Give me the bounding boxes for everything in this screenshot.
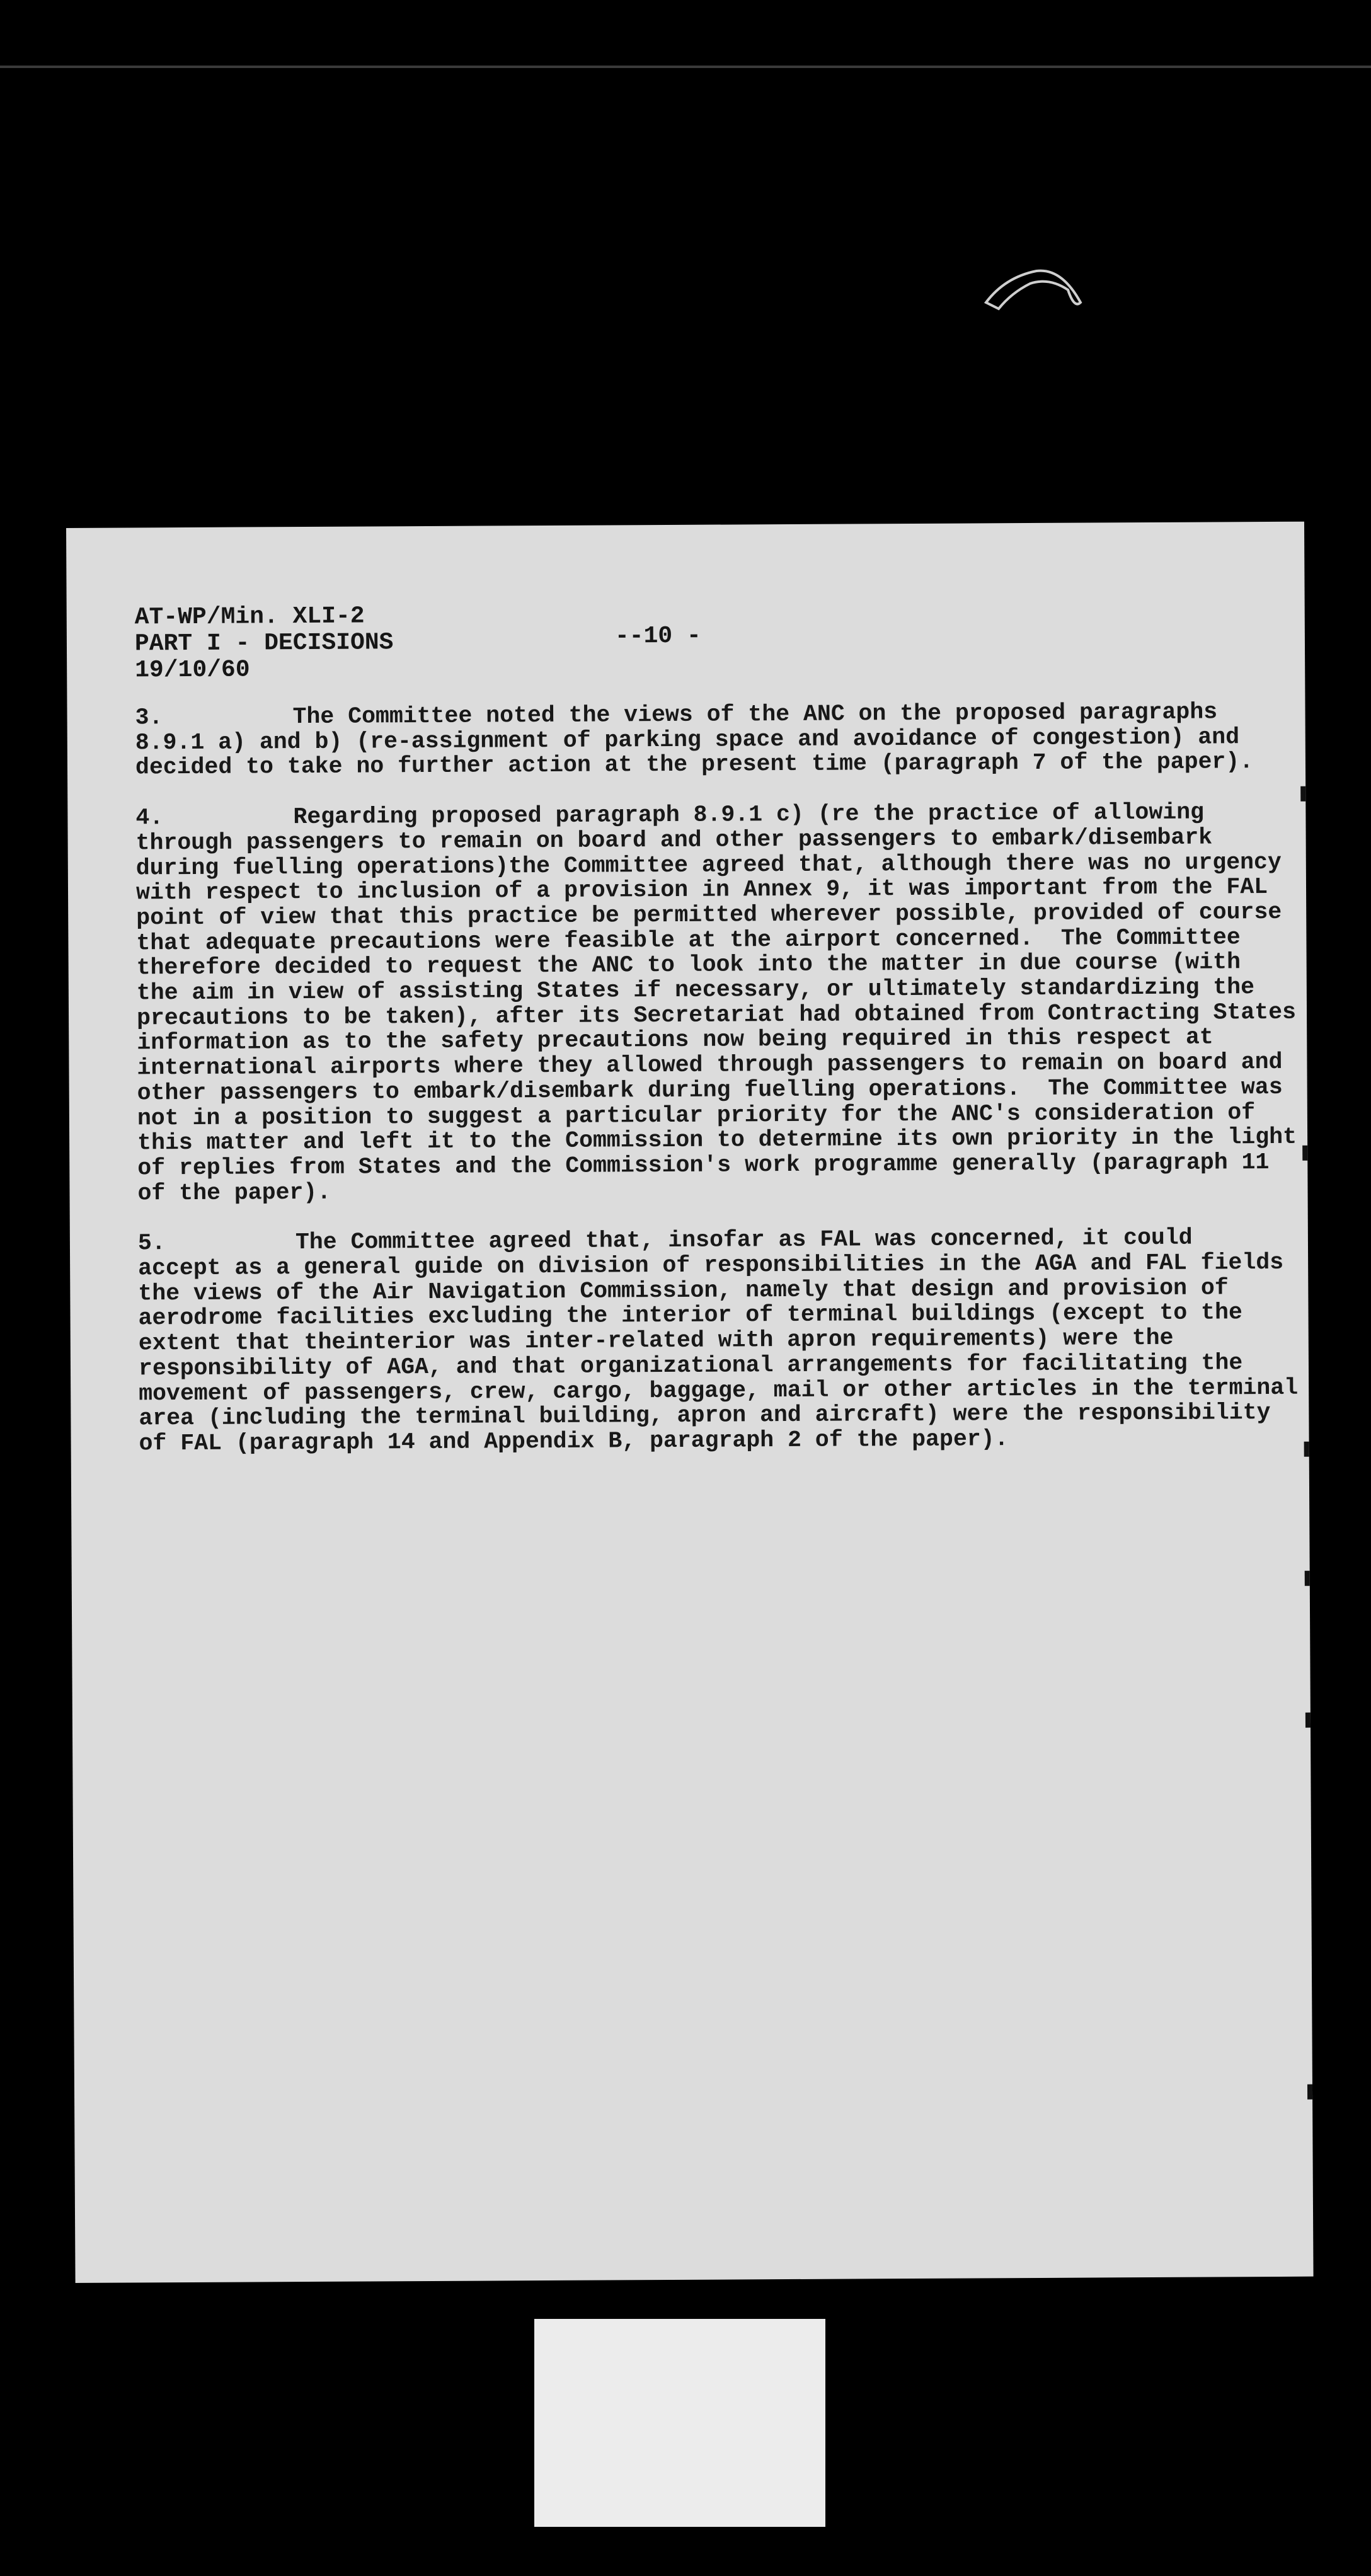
paragraph-line: other passengers to embark/disembark during fuelling operations. The Committee was [137,1074,1283,1107]
paragraph-line: that adequate precautions were feasible at the airport concerned. The Committee [136,924,1241,957]
document-part: PART I - DECISIONS [134,629,394,658]
document-date: 19/10/60 [135,656,250,684]
paragraph-line: this matter and left it to the Commission to determine its own priority in the light [137,1124,1297,1156]
paragraph-line: international airports where they allowed through passengers to remain on board and [137,1049,1283,1081]
paragraph-line: precautions to be taken), after its Secretariat had obtained from Contracting States [136,999,1297,1032]
paragraph-line: Regarding proposed paragraph 8.9.1 c) (re the practice of allowing [293,799,1205,831]
paragraph-line: of replies from States and the Commission's work programme generally (paragraph 11 [137,1149,1270,1182]
page-edge-mark [1305,1571,1310,1586]
paragraph-number: 3. [135,704,163,731]
paragraph-line: point of view that this practice be permitted wherever possible, provided of course [136,899,1282,931]
paragraph-line: The Committee agreed that, insofar as FAL was concerned, it could [295,1225,1193,1256]
paragraph-3 [135,699,1263,780]
paragraph-line: during fuelling operations)the Committee agreed that, although there was no urgency [135,849,1282,881]
film-target-card [534,2319,825,2527]
paragraph-line: of the paper). [137,1179,331,1207]
paragraph-line: aerodrome facilities excluding the interior of terminal buildings (except to the [138,1299,1242,1331]
paragraph-line: responsibility of AGA, and that organizational arrangements for facilitating the [138,1350,1243,1382]
film-edge-line [0,66,1371,68]
paragraph-line: not in a position to suggest a particular priority for the ANC's consideration of [137,1099,1256,1131]
paragraph-line: with respect to inclusion of a provision in Annex 9, it was important from the FAL [135,874,1268,906]
page-number: --10 - [614,622,701,650]
paragraph-line: decided to take no further action at the present time (paragraph 7 of the paper). [135,749,1254,781]
paragraph-line: extent that theinterior was inter-related with apron requirements) were the [138,1325,1174,1357]
page-edge-mark [1307,2084,1312,2100]
page-edge-mark [1302,1146,1307,1161]
paragraph-line: therefore decided to request the ANC to look into the matter in due course (with [136,949,1241,981]
paragraph-line: The Committee noted the views of the ANC on the proposed paragraphs [292,699,1218,730]
page-edge-mark [1304,1442,1309,1457]
document-reference: AT-WP/Min. XLI-2 [134,602,365,631]
paragraph-line: through passengers to remain on board and other passengers to embark/disembark [135,824,1213,856]
paragraph-5 [137,1225,1299,1457]
paragraph-number: 5. [137,1230,166,1256]
film-speck-mark [980,265,1087,321]
page-edge-mark [1300,786,1305,802]
page-edge-mark [1305,1713,1311,1728]
document-body [135,699,1299,1481]
paragraph-line: area (including the terminal building, apron and aircraft) were the responsibility [139,1400,1271,1432]
paragraph-number: 4. [135,805,164,831]
paragraph-line: movement of passengers, crew, cargo, baggage, mail or other articles in the terminal [139,1374,1299,1406]
paragraph-line: the aim in view of assisting States if necessary, or ultimately standardizing the [136,974,1255,1006]
document-header [135,603,394,684]
paragraph-4 [135,799,1297,1207]
paragraph-line: information as to the safety precautions now being required in this respect at [137,1024,1213,1056]
paragraph-line: the views of the Air Navigation Commission, namely that design and provision of [138,1275,1229,1307]
document-page [66,522,1314,2283]
paragraph-line: of FAL (paragraph 14 and Appendix B, paragraph 2 of the paper). [139,1426,1009,1457]
paragraph-line: accept as a general guide on division of responsibilities in the AGA and FAL fields [138,1249,1284,1282]
paragraph-line: 8.9.1 a) and b) (re-assignment of parking space and avoidance of congestion) and [135,723,1240,756]
